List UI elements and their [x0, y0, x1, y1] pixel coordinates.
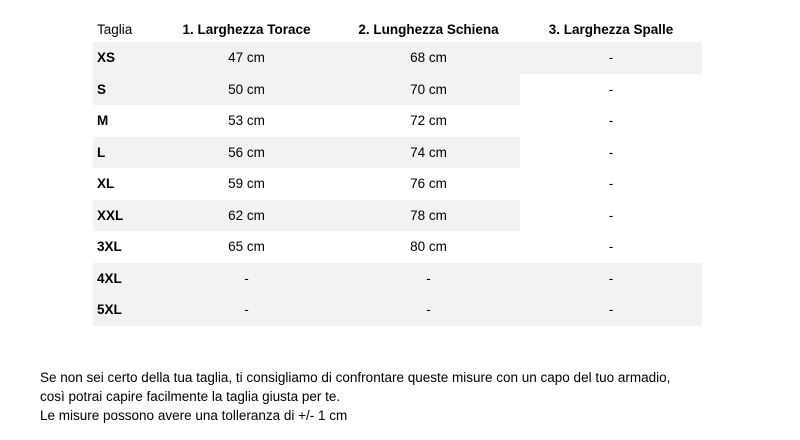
table-row — [93, 263, 702, 295]
chest-cell: 62 cm — [156, 200, 337, 232]
header-shoulder-width: 3. Larghezza Spalle — [520, 16, 702, 42]
table-row — [93, 74, 702, 106]
shoulders-cell: - — [520, 137, 702, 169]
back-cell: 72 cm — [410, 113, 447, 129]
size-cell: 4XL — [93, 263, 156, 295]
chest-cell: 53 cm — [228, 113, 265, 129]
size-cell: L — [93, 137, 156, 169]
table-row — [93, 200, 702, 232]
chest-cell: - — [156, 294, 337, 326]
table-row — [93, 294, 702, 326]
size-cell: 3XL — [97, 239, 122, 255]
shoulders-cell: - — [608, 113, 614, 129]
back-cell: 76 cm — [410, 176, 447, 192]
note-line: Le misure possono avere una tolleranza di +/- 1 cm — [40, 408, 348, 423]
table-header-row — [93, 16, 702, 42]
size-cell: XS — [93, 42, 156, 74]
shoulders-cell: - — [520, 294, 702, 326]
chest-cell: 47 cm — [156, 42, 337, 74]
size-cell: M — [97, 113, 109, 129]
chest-cell: 65 cm — [228, 239, 265, 255]
table-row — [93, 105, 702, 137]
shoulders-cell: - — [520, 200, 702, 232]
back-cell: 70 cm — [337, 74, 520, 106]
shoulders-cell: - — [520, 263, 702, 295]
note-line: così potrai capire facilmente la taglia giusta per te. — [40, 389, 341, 404]
back-cell: - — [337, 294, 520, 326]
size-cell: 5XL — [93, 294, 156, 326]
size-advice-note — [40, 368, 780, 425]
shoulders-cell: - — [608, 239, 614, 255]
shoulders-cell: - — [520, 42, 702, 74]
header-chest-width: 1. Larghezza Torace — [156, 16, 337, 42]
back-cell: - — [337, 263, 520, 295]
back-cell: 80 cm — [410, 239, 447, 255]
size-cell: XXL — [93, 200, 156, 232]
table-row — [93, 42, 702, 74]
size-chart-table — [93, 16, 702, 326]
back-cell: 68 cm — [337, 42, 520, 74]
table-row — [93, 231, 702, 263]
header-back-length: 2. Lunghezza Schiena — [337, 16, 520, 42]
size-cell: XL — [97, 176, 115, 192]
table-row — [93, 168, 702, 200]
chest-cell: - — [156, 263, 337, 295]
header-size: Taglia — [93, 16, 156, 42]
note-line: Se non sei certo della tua taglia, ti consigliamo di confrontare queste misure con un capo del tuo armadio, — [40, 370, 671, 385]
chest-cell: 50 cm — [156, 74, 337, 106]
size-cell: S — [93, 74, 156, 106]
shoulders-cell: - — [520, 74, 702, 106]
shoulders-cell: - — [608, 176, 614, 192]
chest-cell: 59 cm — [228, 176, 265, 192]
back-cell: 78 cm — [337, 200, 520, 232]
chest-cell: 56 cm — [156, 137, 337, 169]
table-row — [93, 137, 702, 169]
back-cell: 74 cm — [337, 137, 520, 169]
